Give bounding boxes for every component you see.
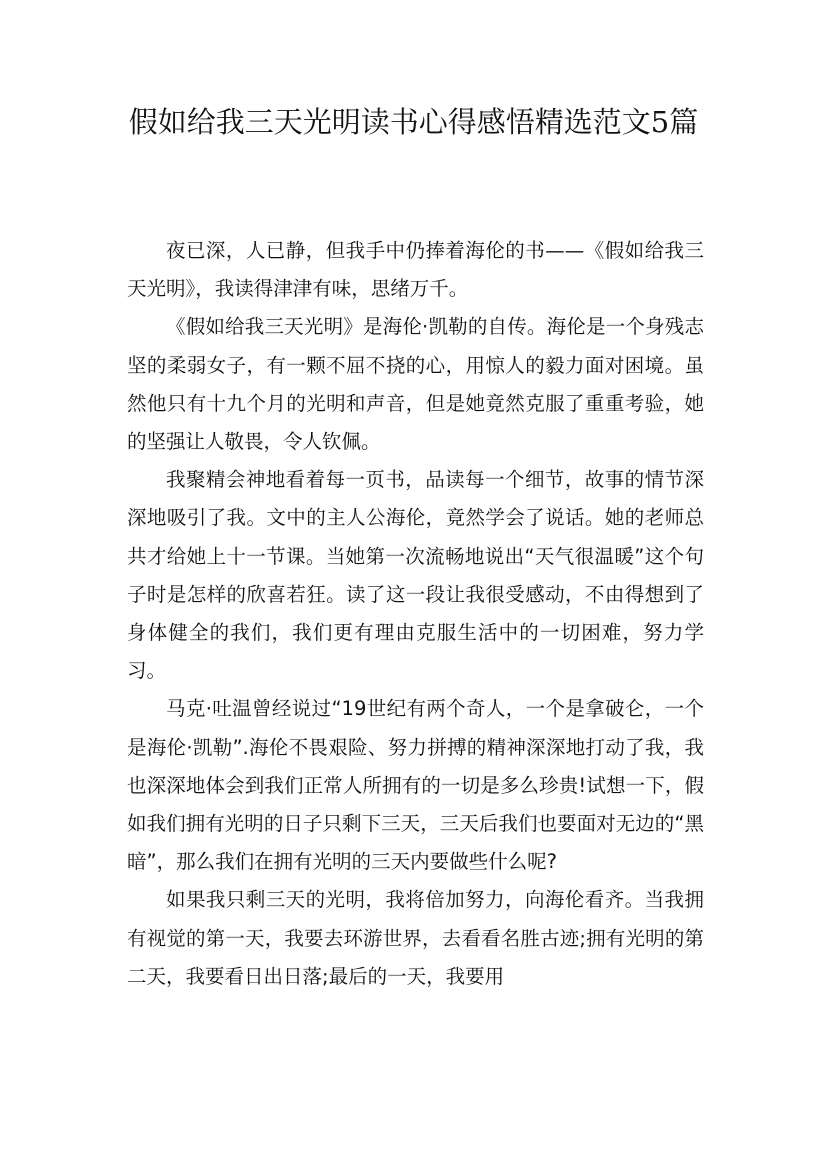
paragraph-1: 夜已深，人已静，但我手中仍捧着海伦的书——《假如给我三天光明》，我读得津津有味，思绪万千。: [127, 239, 704, 301]
paragraph-5: 如果我只剩三天的光明，我将倍加努力，向海伦看齐。当我拥有视觉的第一天，我要去环游世界，去看看名胜古迹;拥有光明的第二天，我要看日出日落;最后的一天，我要用: [127, 888, 704, 988]
document-title: 假如给我三天光明读书心得感悟精选范文5篇: [128, 105, 699, 139]
paragraph-4: 马克·吐温曾经说过“19世纪有两个奇人，一个是拿破仑，一个是海伦·凯勒”.海伦不畏艰险、努力拼搏的精神深深地打动了我，我也深深地体会到我们正常人所拥有的一切是多么珍贵!试想一下，假如我们拥有光明的日子只剩下三天，三天后我们也要面对无边的“黑暗”，那么我们在拥有光明的三天内要做些什么呢?: [127, 697, 704, 874]
document-body: [127, 232, 704, 996]
paragraph-3: 我聚精会神地看着每一页书，品读每一个细节，故事的情节深深地吸引了我。文中的主人公海伦，竟然学会了说话。她的老师总共才给她上十一节课。当她第一次流畅地说出“天气很温暖”这个句子时是怎样的欣喜若狂。读了这一段让我很受感动，不由得想到了身体健全的我们，我们更有理由克服生活中的一切困难，努力学习。: [127, 468, 704, 683]
paragraph-2: 《假如给我三天光明》是海伦·凯勒的自传。海伦是一个身残志坚的柔弱女子，有一颗不屈不挠的心，用惊人的毅力面对困境。虽然他只有十九个月的光明和声音，但是她竟然克服了重重考验，她的坚强让人敬畏，令人钦佩。: [127, 315, 704, 454]
